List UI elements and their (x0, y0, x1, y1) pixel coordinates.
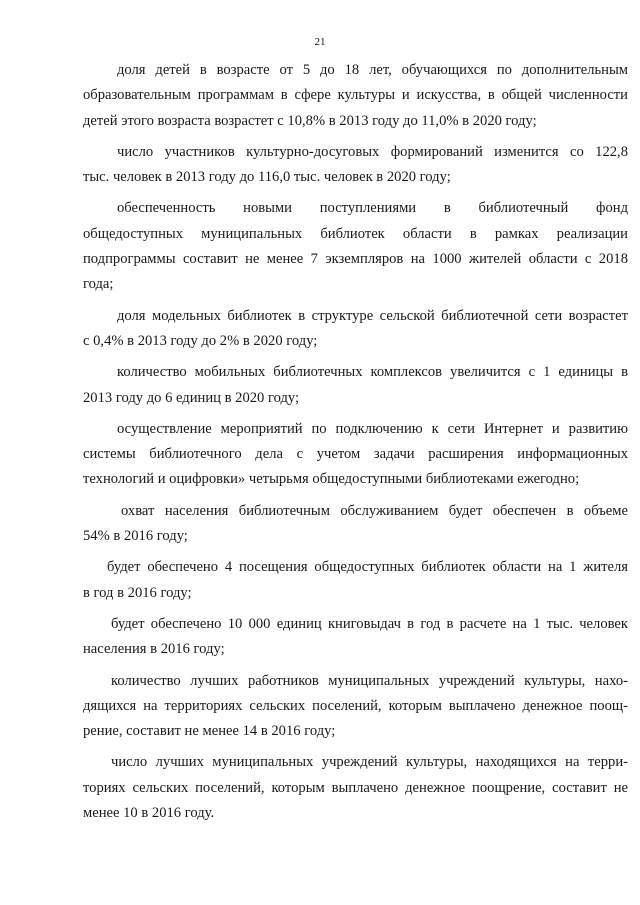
text-line: 2013 году до 6 единиц в 2020 году; (83, 389, 300, 406)
text-line: количество лучших работников муниципальных учреждений культуры, нахо- (111, 672, 628, 689)
document-body (83, 58, 628, 826)
text-line: менее 10 в 2016 году. (83, 805, 215, 822)
text-line: доля модельных библиотек в структуре сельской библиотечной сети возрастет (117, 307, 628, 324)
paragraph (83, 58, 628, 134)
paragraph (83, 417, 628, 493)
text-line: 54% в 2016 году; (83, 528, 188, 545)
text-line: доля детей в возрасте от 5 до 18 лет, обучающихся по дополнительным (117, 62, 628, 78)
text-line: охват населения библиотечным обслуживанием будет обеспечен в объеме (121, 502, 628, 519)
paragraph (83, 555, 628, 606)
text-line: в год в 2016 году; (83, 584, 192, 601)
paragraph (83, 669, 628, 745)
text-line: число лучших муниципальных учреждений культуры, находящихся на терри- (111, 754, 628, 771)
paragraph (83, 750, 628, 826)
text-line: образовательным программам в сфере культуры и искусства, в общей численности (83, 87, 628, 104)
text-line: системы библиотечного дела с учетом задачи расширения информационных (83, 446, 628, 463)
text-line: населения в 2016 году; (83, 641, 225, 658)
text-line: ториях сельских поселений, которым выплачено денежное поощрение, составит не (83, 779, 628, 796)
paragraph (83, 360, 628, 411)
text-line: подпрограммы составит не менее 7 экземпляров на 1000 жителей области с 2018 (83, 251, 628, 268)
page-number: 21 (314, 36, 326, 48)
text-line: общедоступных муниципальных библиотек области в рамках реализации (83, 225, 628, 242)
paragraph (83, 140, 628, 191)
text-line: с 0,4% в 2013 году до 2% в 2020 году; (83, 332, 318, 349)
text-line: будет обеспечено 10 000 единиц книговыдач в год в расчете на 1 тыс. человек (111, 615, 628, 632)
text-line: количество мобильных библиотечных комплексов увеличится с 1 единицы в (117, 364, 628, 381)
text-line: детей этого возраста возрастет с 10,8% в 2013 году до 11,0% в 2020 году; (83, 112, 537, 129)
text-line: осуществление мероприятий по подключению к сети Интернет и развитию (117, 420, 628, 437)
paragraph (83, 612, 628, 663)
text-line: рение, составит не менее 14 в 2016 году; (83, 723, 336, 740)
text-line: года; (83, 276, 114, 293)
text-line: обеспеченность новыми поступлениями в библиотечный фонд (117, 200, 628, 217)
paragraph (83, 304, 628, 355)
text-line: будет обеспечено 4 посещения общедоступных библиотек области на 1 жителя (107, 559, 628, 576)
text-line: технологий и оцифровки» четырьмя общедоступными библиотеками ежегодно; (83, 471, 580, 488)
text-line: дящихся на территориях сельских поселений, которым выплачено денежное поощ- (83, 697, 628, 714)
paragraph (83, 196, 628, 297)
paragraph (83, 499, 628, 550)
text-line: тыс. человек в 2013 году до 116,0 тыс. человек в 2020 году; (83, 169, 451, 186)
text-line: число участников культурно-досуговых формирований изменится со 122,8 (117, 143, 628, 160)
